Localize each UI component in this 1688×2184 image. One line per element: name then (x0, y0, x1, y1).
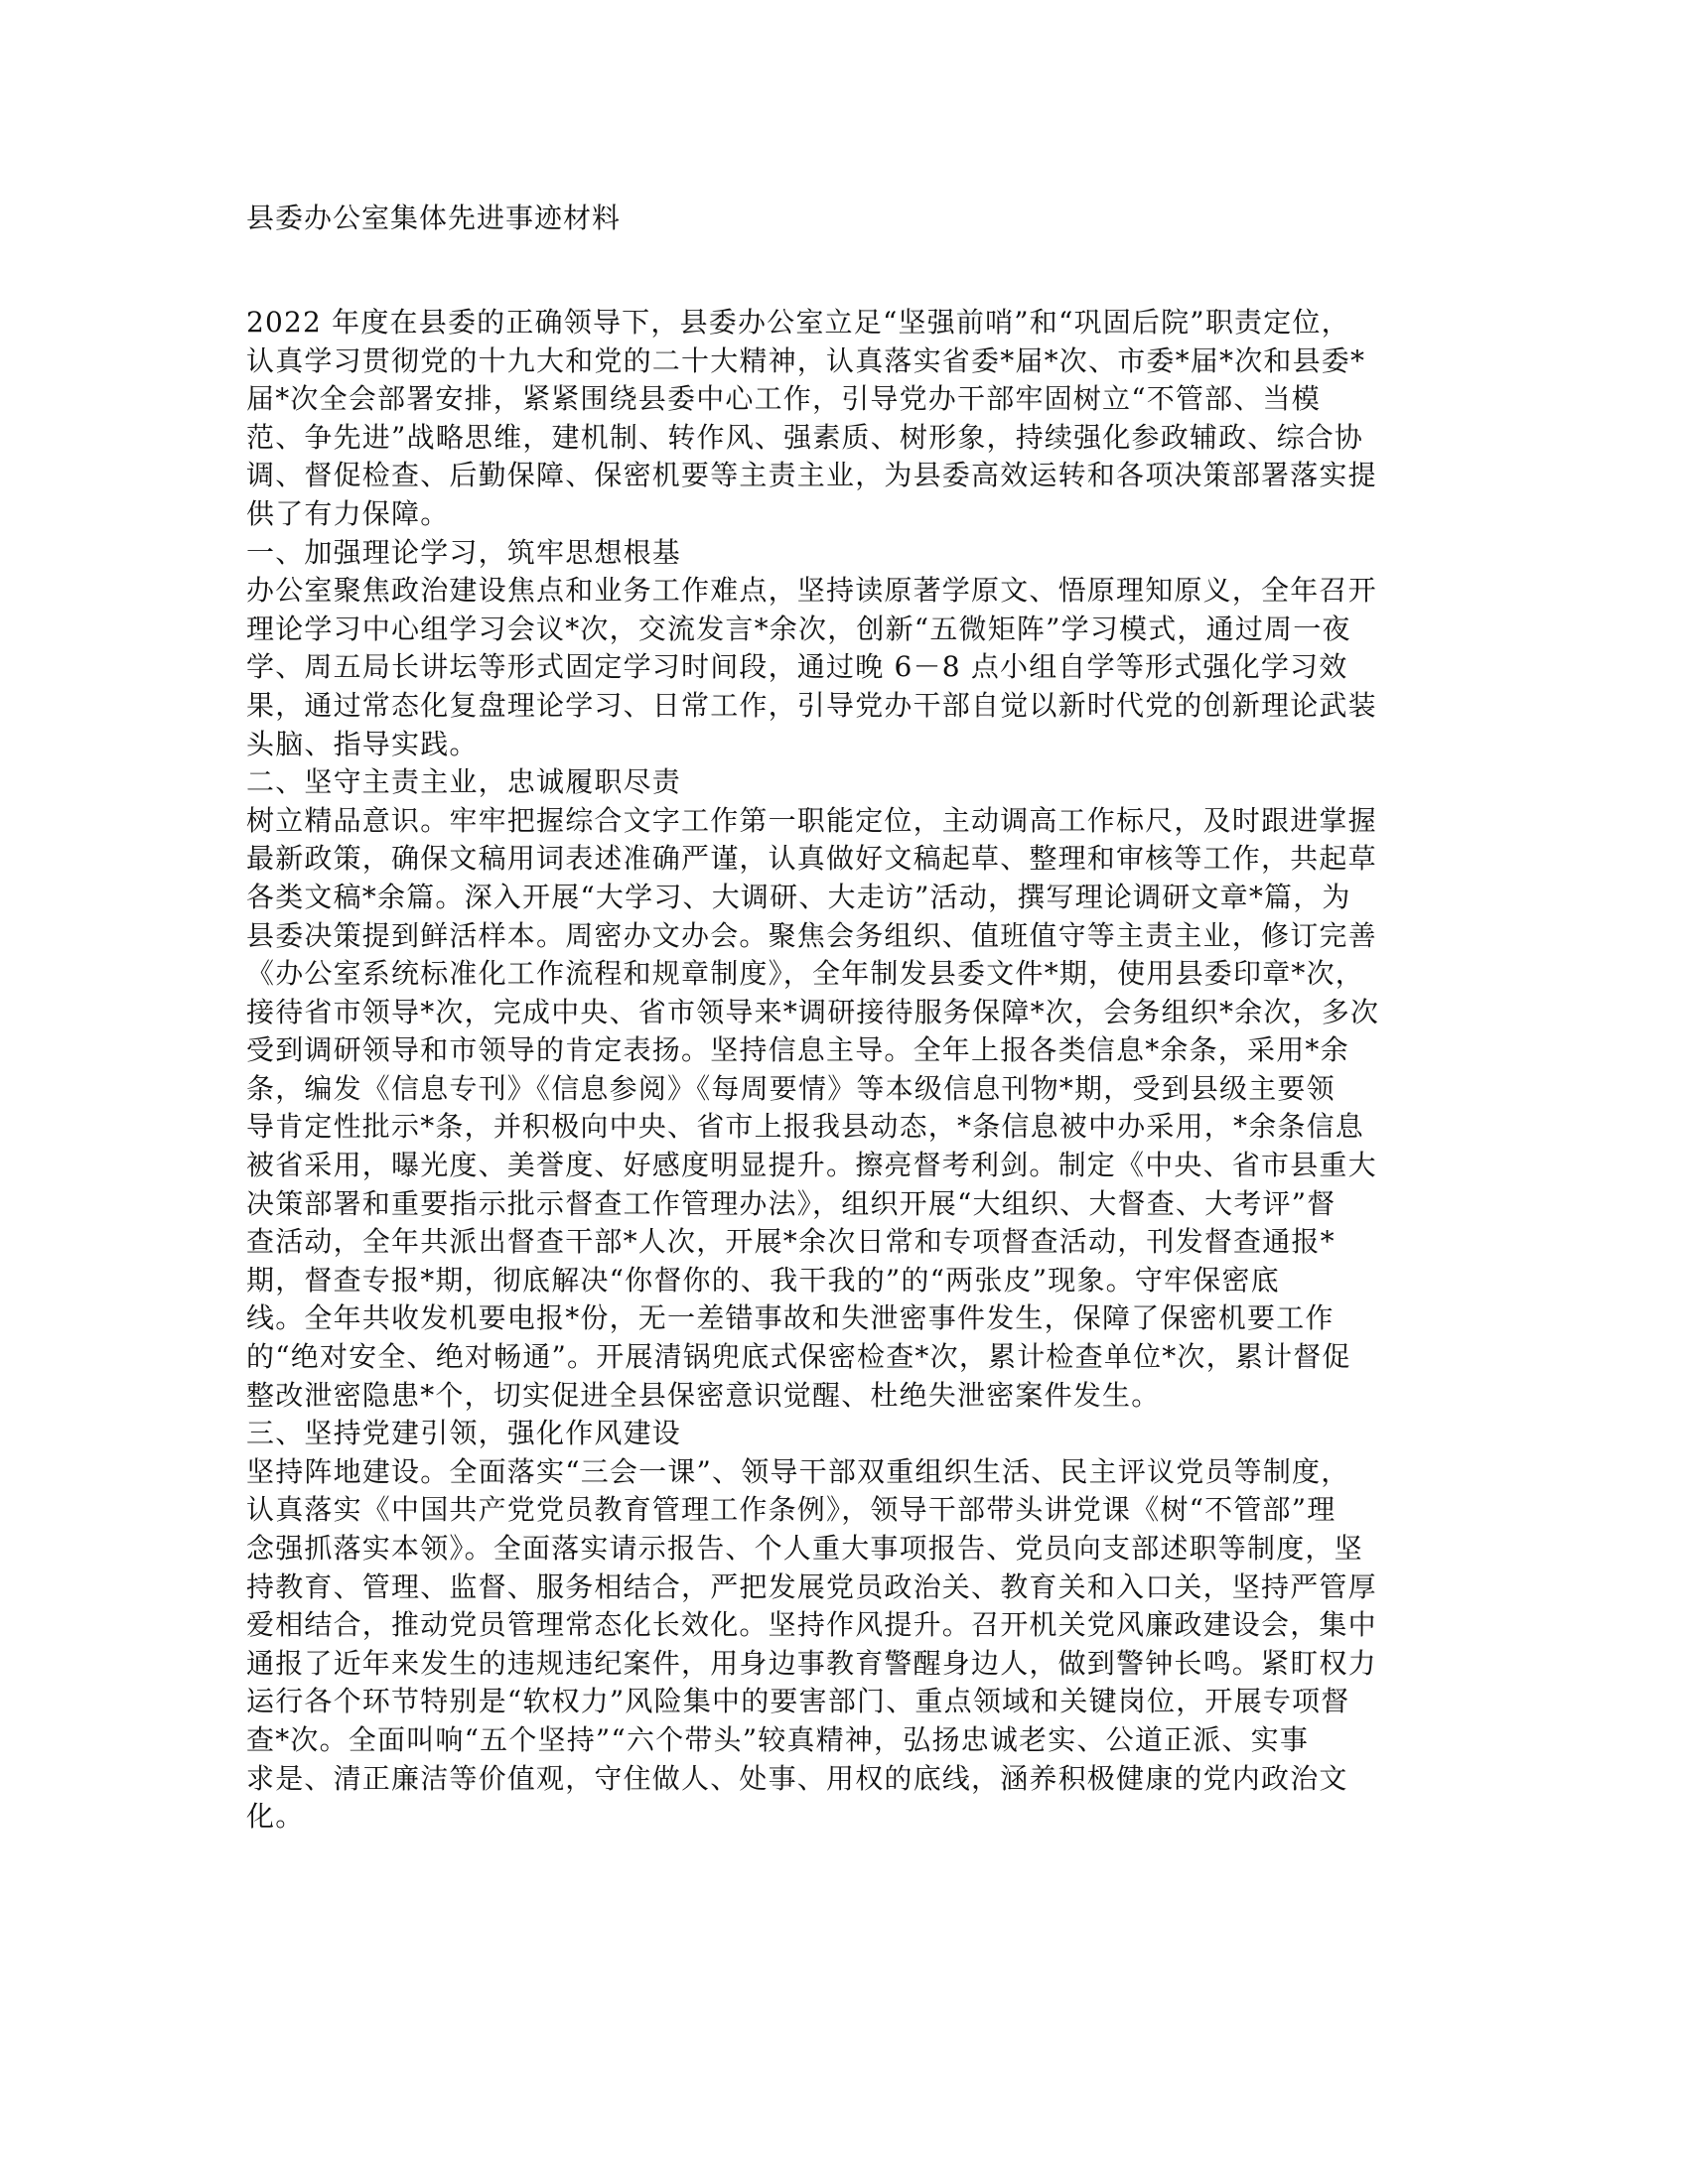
text-line: 导肯定性批示*条，并积极向中央、省市上报我县动态，*条信息被中办采用，*余条信息 (246, 1110, 1365, 1144)
text-line: 各类文稿*余篇。深入开展“大学习、大调研、大走访”活动，撰写理论调研文章*篇，为 (246, 880, 1351, 913)
text-line: 办公室聚焦政治建设焦点和业务工作难点，坚持读原著学原文、悟原理知原义，全年召开 (246, 574, 1377, 608)
text-line: 理论学习中心组学习会议*次，交流发言*余次，创新“五微矩阵”学习模式，通过周一夜 (246, 612, 1351, 645)
text-line: 被省采用，曝光度、美誉度、好感度明显提升。擦亮督考利剑。制定《中央、省市县重大 (246, 1149, 1377, 1182)
text-line: 的“绝对安全、绝对畅通”。开展清锅兜底式保密检查*次，累计检查单位*次，累计督促 (246, 1340, 1351, 1374)
text-line: 爱相结合，推动党员管理常态化长效化。坚持作风提升。召开机关党风廉政建设会，集中 (246, 1608, 1377, 1642)
text-line: 头脑、指导实践。 (246, 727, 479, 760)
text-line: 坚持阵地建设。全面落实“三会一课”、领导干部双重组织生活、民主评议党员等制度， (246, 1454, 1350, 1488)
text-line: 学、周五局长讲坛等形式固定学习时间段，通过晚 6－8 点小组自学等形式强化学习效 (246, 650, 1348, 684)
text-line: 调、督促检查、后勤保障、保密机要等主责主业，为县委高效运转和各项决策部署落实提 (246, 459, 1377, 492)
text-line: 树立精品意识。牢牢把握综合文字工作第一职能定位，主动调高工作标尺，及时跟进掌握 (246, 803, 1377, 837)
section-heading: 一、加强理论学习，筑牢思想根基 (246, 535, 682, 569)
text-line: 整改泄密隐患*个，切实促进全县保密意识觉醒、杜绝失泄密案件发生。 (246, 1378, 1161, 1412)
text-line: 受到调研领导和市领导的肯定表扬。坚持信息主导。全年上报各类信息*余条，采用*余 (246, 1033, 1349, 1067)
text-line: 通报了近年来发生的违规违纪案件，用身边事教育警醒身边人，做到警钟长鸣。紧盯权力 (246, 1646, 1377, 1680)
text-line: 运行各个环节特别是“软权力”风险集中的要害部门、重点领域和关键岗位，开展专项督 (246, 1685, 1350, 1718)
text-line: 决策部署和重要指示批示督查工作管理办法》，组织开展“大组织、大督查、大考评”督 (246, 1186, 1336, 1220)
section-heading: 二、坚守主责主业，忠诚履职尽责 (246, 765, 682, 799)
text-line: 求是、清正廉洁等价值观，守住做人、处事、用权的底线，涵养积极健康的党内政治文 (246, 1761, 1348, 1795)
text-line: 查*次。全面叫响“五个坚持”“六个带头”较真精神，弘扬忠诚老实、公道正派、实事 (246, 1722, 1310, 1756)
text-line: 接待省市领导*次，完成中央、省市领导来*调研接待服务保障*次，会务组织*余次，多次 (246, 995, 1380, 1028)
text-line: 届*次全会部署安排，紧紧围绕县委中心工作，引导党办干部牢固树立“不管部、当模 (246, 382, 1321, 416)
text-line: 果，通过常态化复盘理论学习、日常工作，引导党办干部自觉以新时代党的创新理论武装 (246, 688, 1377, 722)
text-line: 最新政策，确保文稿用词表述准确严谨，认真做好文稿起草、整理和审核等工作，共起草 (246, 842, 1377, 876)
document-body (246, 304, 1438, 1837)
text-line: 持教育、管理、监督、服务相结合，严把发展党员政治关、教育关和入口关，坚持严管厚 (246, 1570, 1377, 1603)
text-line: 化。 (246, 1800, 305, 1834)
text-line: 认真落实《中国共产党党员教育管理工作条例》，领导干部带头讲党课《树“不管部”理 (246, 1493, 1336, 1527)
text-line: 条，编发《信息专刊》《信息参阅》《每周要情》等本级信息刊物*期，受到县级主要领 (246, 1071, 1336, 1105)
text-line: 县委决策提到鲜活样本。周密办文办会。聚焦会务组织、值班值守等主责主业，修订完善 (246, 918, 1377, 952)
text-line: 线。全年共收发机要电报*份，无一差错事故和失泄密事件发生，保障了保密机要工作 (246, 1301, 1335, 1335)
text-line: 期，督查专报*期，彻底解决“你督你的、我干我的”的“两张皮”现象。守牢保密底 (246, 1263, 1280, 1297)
text-line: 《办公室系统标准化工作流程和规章制度》，全年制发县委文件*期，使用县委印章*次， (246, 957, 1365, 991)
text-line: 念强抓落实本领》。全面落实请示报告、个人重大事项报告、党员向支部述职等制度，坚 (246, 1532, 1363, 1565)
section-heading: 三、坚持党建引领，强化作风建设 (246, 1417, 682, 1450)
text-line: 查活动，全年共派出督查干部*人次，开展*余次日常和专项督查活动，刊发督查通报* (246, 1225, 1336, 1259)
text-line: 认真学习贯彻党的十九大和党的二十大精神，认真落实省委*届*次、市委*届*次和县委* (246, 343, 1366, 377)
document-title: 县委办公室集体先进事迹材料 (246, 202, 622, 234)
text-line: 供了有力保障。 (246, 496, 450, 530)
text-line: 范、争先进”战略思维，建机制、转作风、强素质、树形象，持续强化参政辅政、综合协 (246, 420, 1364, 454)
text-line: 2022 年度在县委的正确领导下，县委办公室立足“坚强前哨”和“巩固后院”职责定位， (246, 306, 1350, 339)
